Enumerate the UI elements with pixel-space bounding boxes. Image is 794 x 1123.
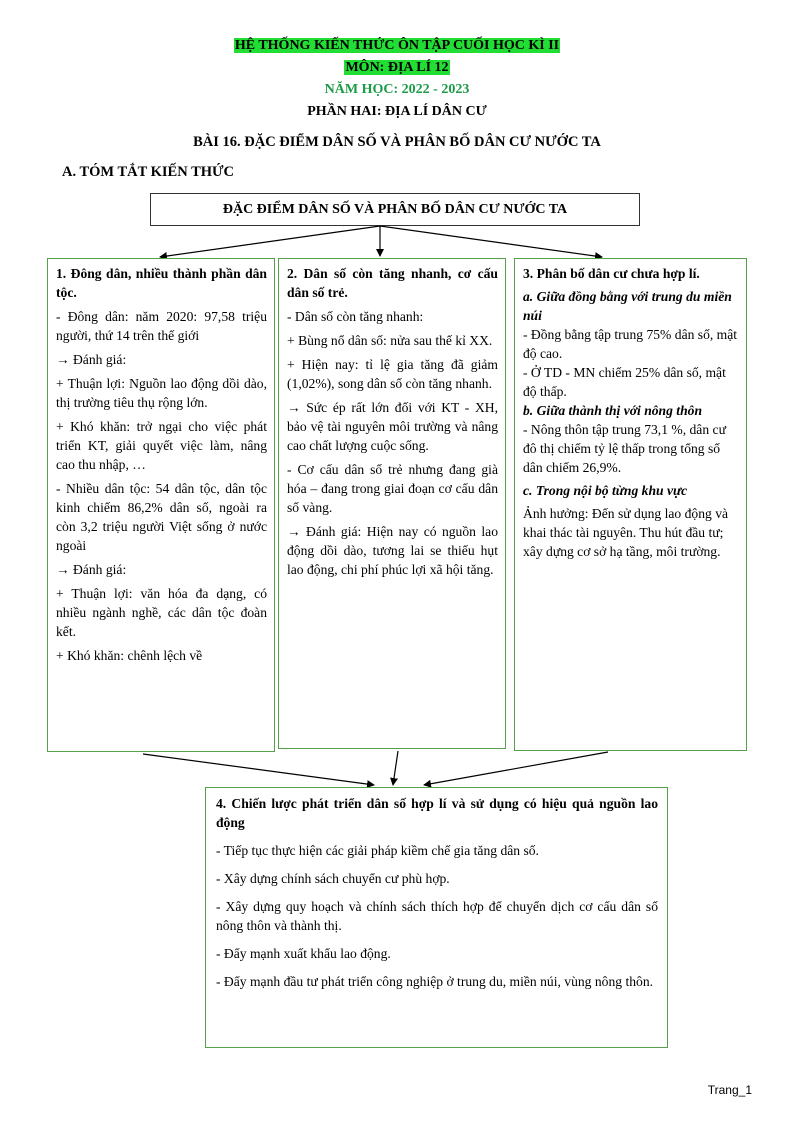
box4-line: - Xây dựng quy hoạch và chính sách thích hợp để chuyển dịch cơ cấu dân số nông thôn và thành thị. <box>216 899 658 933</box>
box4-line: - Xây dựng chính sách chuyển cư phù hợp. <box>216 871 450 886</box>
box2-line: - Cơ cấu dân số trẻ nhưng đang già hóa – đang trong giai đoạn cơ cấu dân số vàng. <box>287 462 498 515</box>
box1-heading: 1. Đông dân, nhiều thành phần dân tộc. <box>56 266 267 300</box>
subject-highlight: MÔN: ĐỊA LÍ 12 <box>345 60 449 75</box>
arrow-box1-to-box4 <box>143 754 374 785</box>
box1-line: + Khó khăn: trở ngại cho việc phát triển KT, giải quyết việc làm, nâng cao thu nhập, … <box>56 419 267 472</box>
box4-heading: 4. Chiến lược phát triển dân số hợp lí và sử dụng có hiệu quả nguồn lao động <box>216 796 658 830</box>
school-year: NĂM HỌC: 2022 - 2023 <box>324 82 470 97</box>
box3-line: Ảnh hưởng: Đến sử dụng lao động và khai thác tài nguyên. Thu hút đầu tư; xây dựng cơ sở hạ tầng, môi trường. <box>523 506 729 559</box>
box2-line: → Sức ép rất lớn đối với KT - XH, bảo vệ tài nguyên môi trường và nâng cao chất lượng cuộc sống. <box>287 400 498 453</box>
box4-line: - Đẩy mạnh xuất khẩu lao động. <box>216 946 391 961</box>
box2-heading: 2. Dân số còn tăng nhanh, cơ cấu dân số trẻ. <box>287 266 498 300</box>
box3-sub-b: b. Giữa thành thị với nông thôn <box>523 403 703 418</box>
main-title: ĐẶC ĐIỂM DÂN SỐ VÀ PHÂN BỐ DÂN CƯ NƯỚC TA <box>222 201 568 217</box>
box1-line: + Thuận lợi: văn hóa đa dạng, có nhiều ngành nghề, các dân tộc đoàn kết. <box>56 586 267 639</box>
box1-line: + Khó khăn: chênh lệch về <box>56 648 203 663</box>
header-title-highlight: HỆ THỐNG KIẾN THỨC ÔN TẬP CUỐI HỌC KÌ II <box>234 38 560 53</box>
box-population-growth <box>278 258 506 749</box>
box1-line: → Đánh giá: <box>56 352 127 367</box>
box4-line: - Tiếp tục thực hiện các giải pháp kiềm chế gia tăng dân số. <box>216 843 539 858</box>
box3-line: - Nông thôn tập trung 73,1 %, dân cư đô thị chiếm tỷ lệ thấp trong tổng số dân chiếm 26,9%. <box>523 422 726 475</box>
box2-line: - Dân số còn tăng nhanh: <box>287 309 424 324</box>
lesson-title: BÀI 16. ĐẶC ĐIỂM DÂN SỐ VÀ PHÂN BỐ DÂN CƯ NƯỚC TA <box>193 134 601 150</box>
box2-line: + Hiện nay: tỉ lệ gia tăng đã giảm (1,02%), song dân số còn tăng nhanh. <box>287 357 498 391</box>
section-title: A. TÓM TẮT KIẾN THỨC <box>62 164 235 180</box>
box1-line: - Đông dân: năm 2020: 97,58 triệu người, thứ 14 trên thế giới <box>56 309 267 343</box>
box1-line: + Thuận lợi: Nguồn lao động dồi dào, thị trường tiêu thụ rộng lớn. <box>56 376 267 410</box>
box3-line: - Ở TD - MN chiếm 25% dân số, mật độ thấp. <box>523 365 726 399</box>
box3-line: - Đồng bằng tập trung 75% dân số, mật độ cao. <box>523 327 738 361</box>
box-distribution <box>514 258 747 751</box>
arrow-to-box3 <box>380 226 602 257</box>
box3-sub-c: c. Trong nội bộ từng khu vực <box>523 483 688 498</box>
page-number: Trang_1 <box>707 1083 752 1097</box>
arrow-to-box1 <box>160 226 380 257</box>
box2-line: + Bùng nổ dân số: nửa sau thế kỉ XX. <box>287 333 493 348</box>
box-population-ethnic <box>47 258 275 752</box>
box1-line: → Đánh giá: <box>56 562 127 577</box>
arrow-box2-to-box4 <box>393 751 398 785</box>
box3-sub-a: a. Giữa đồng bằng với trung du miền núi <box>523 289 732 323</box>
box4-line: - Đẩy mạnh đầu tư phát triển công nghiệp ở trung du, miền núi, vùng nông thôn. <box>216 974 654 989</box>
box1-line: - Nhiều dân tộc: 54 dân tộc, dân tộc kinh chiếm 86,2% dân số, ngoài ra còn 3,2 triệu người Việt sống ở nước ngoài <box>56 481 267 553</box>
arrow-box3-to-box4 <box>424 752 608 785</box>
part-title: PHẦN HAI: ĐỊA LÍ DÂN CƯ <box>307 104 487 119</box>
box3-heading: 3. Phân bố dân cư chưa hợp lí. <box>523 266 700 281</box>
box-strategy <box>205 787 668 1048</box>
box2-line: → Đánh giá: Hiện nay có nguồn lao động dồi dào, tương lai se thiếu hụt lao động, chi phí phúc lợi xã hội tăng. <box>287 524 498 577</box>
